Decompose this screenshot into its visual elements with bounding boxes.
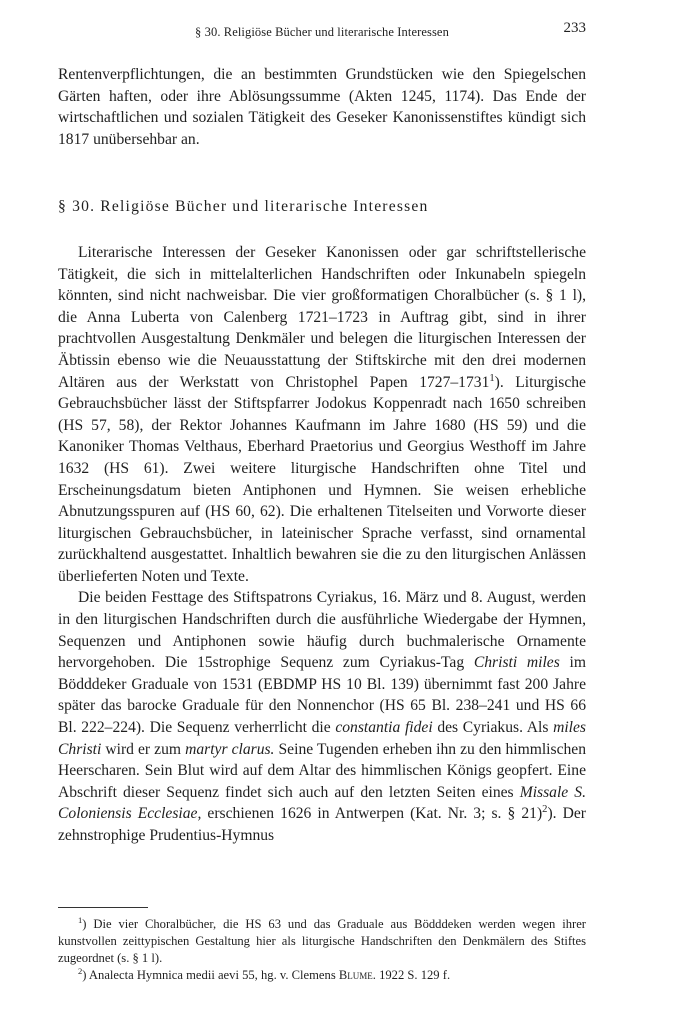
text-run: Literarische Interessen der Geseker Kanonissen oder gar schriftstellerische Tätigkeit, die sich in mittelalterlichen Handschriften oder Inkunabeln spiegeln könnten, sind nicht nachweisbar. Die vier großformatigen Choralbücher (s. § 1 l), die Anna Luberta von Calenberg 1721–1723 in Auftrag gibt, sind in ihrer prachtvollen Ausgestaltung Denkmäler und belegen die liturgischen Interessen der Äbtissin ebenso wie die Neuausstattung der Stiftskirche mit den drei modernen Altären aus der Werkstatt von Christophel Papen 1727–1731: [58, 243, 586, 391]
footnote-marker: 1: [78, 914, 83, 925]
italic-run: Christi miles: [473, 654, 560, 672]
footnote-rule: [58, 907, 148, 908]
text-run: im Bödddeker Graduale von 1531 (EBDMP HS 10 Bl. 139) übernimmt fast 200 Jahre später das barocke Graduale für den Nonnenchor (HS 65 Bl. 238–241 und HS 66 Bl. 222–224). Die Sequenz verherrlicht die: [58, 654, 586, 737]
italic-run: constantia fidei: [335, 719, 433, 737]
text-run: des Cyriakus. Als: [432, 719, 554, 737]
italic-run: martyr clarus.: [185, 740, 275, 758]
text-run: Die beiden Festtage des Stiftspatrons Cyriakus, 16. März und 8. August, werden in den liturgischen Handschriften durch die ausführliche Wiedergabe der Hymnen, Sequenzen und Antiphonen sowie häufig durch buchmalerische Ornamente hervorgehoben. Die 15strophige Sequenz zum Cyriakus-Tag: [58, 589, 586, 672]
section-heading: § 30. Religiöse Bücher und literarische Interessen: [58, 198, 429, 216]
italic-run: Missale S. Coloniensis Ecclesiae,: [58, 783, 586, 823]
footnote-1: [58, 916, 586, 967]
text-run: ) Die vier Choralbücher, die HS 63 und das Graduale aus Bödddeken werden wegen ihrer kunstvollen zeittypischen Gestaltung hier als liturgische Handschriften den Denkmälern des Stiftes zugeordnet (s. § 1 l).: [58, 916, 586, 965]
text-run: Rentenverpflichtungen, die an bestimmten Grundstücken wie den Spiegelschen Gärten haften, oder ihre Ablösungssumme (Akten 1245, 1174). Das Ende der wirtschaftlichen und sozialen Tätigkeit des Geseker Kanonissenstiftes kündigt sich 1817 unübersehbar an.: [58, 66, 586, 148]
text-run: wird er zum: [101, 740, 186, 758]
running-head-title: § 30. Religiöse Bücher und literarische Interessen: [195, 25, 449, 39]
text-run: erschienen 1626 in Antwerpen (Kat. Nr. 3; s. § 21): [201, 805, 543, 823]
footnote-marker: 1: [489, 372, 495, 384]
paragraph-1: [58, 242, 586, 588]
running-head: [58, 20, 586, 44]
text-run: ) Analecta Hymnica medii aevi 55, hg. v. Clemens: [82, 967, 339, 982]
smallcaps-run: Blume: [338, 967, 373, 982]
text-run: Seine Tugenden erheben ihn zu den himmlischen Heerscharen. Sein Blut wird auf dem Altar des himmlischen Königs geopfert. Eine Abschrift dieser Sequenz findet sich auch auf den letzten Seiten eines: [58, 740, 587, 801]
text-run: ). Der zehnstrophige Prudentius-Hymnus: [58, 805, 586, 844]
text-run: . 1922 S. 129 f.: [372, 967, 451, 982]
italic-run: miles Christi: [58, 719, 586, 758]
text-run: ). Liturgische Gebrauchsbücher lässt der Stiftspfarrer Jodokus Koppenradt nach 1650 schreiben (HS 57, 58), der Rektor Johannes Kaufmann im Jahre 1680 (HS 59) und die Kanoniker Thomas Velthaus, Eberhard Praetorius und Georgius Westhoff im Jahre 1632 (HS 61). Zwei weitere liturgische Handschriften ohne Titel und Erscheinungsdatum bieten Antiphonen und Hymnen. Sie weisen erhebliche Abnutzungsspuren auf (HS 60, 62). Die erhaltenen Titelseiten und Vorworte dieser liturgischen Gebrauchsbücher, in lateinischer Sprache verfasst, sind ornamental zurückhaltend ausgestattet. Inhaltlich bewahren sie die zu den liturgischen Anlässen überlieferten Noten und Texte.: [58, 373, 586, 585]
body-text: [58, 64, 586, 847]
footnote-marker: 2: [542, 804, 548, 816]
page-number: 233: [563, 20, 586, 36]
footnote-2: [58, 967, 586, 984]
paragraph-2: [58, 587, 586, 846]
footnotes: [58, 916, 586, 984]
book-page: [58, 20, 586, 984]
continuation-paragraph: [58, 64, 586, 150]
footnote-marker: 2: [78, 965, 83, 976]
